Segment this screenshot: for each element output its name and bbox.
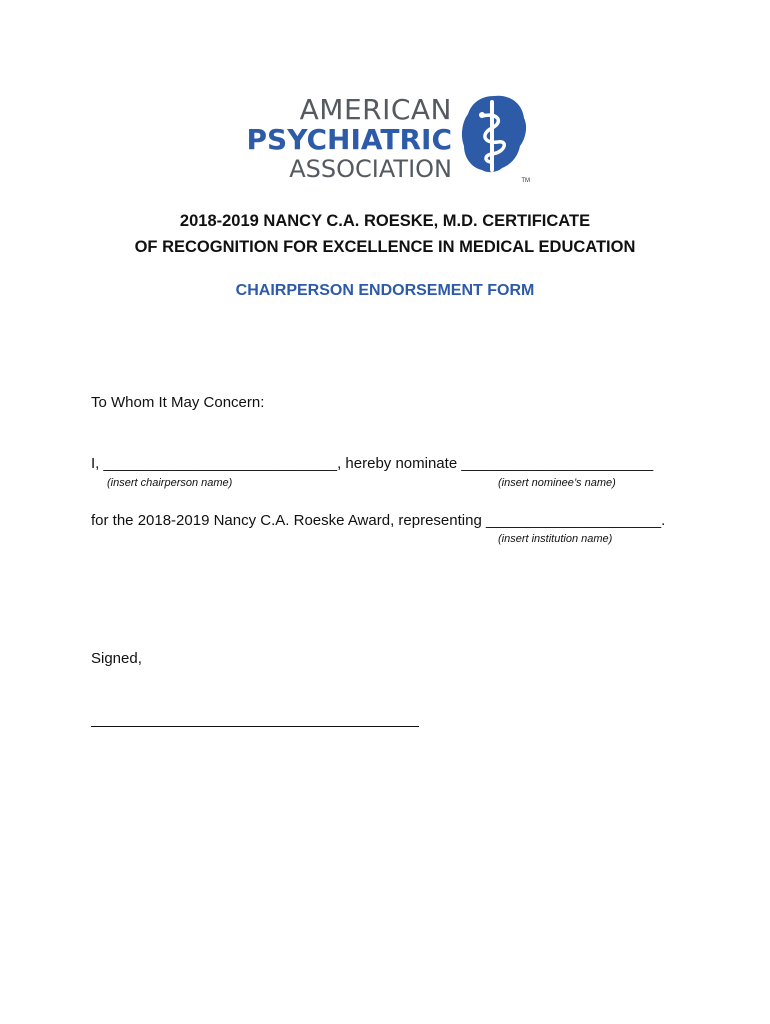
apa-logo [246,92,530,184]
signature-line [91,726,419,727]
signed-label: Signed, [91,650,142,667]
award-line: for the 2018-2019 Nancy C.A. Roeske Award, representing _____________________. [91,512,666,529]
logo-line-association: ASSOCIATION [289,155,452,183]
award-title-line-1: 2018-2019 NANCY C.A. ROESKE, M.D. CERTIFICATE [179,212,591,230]
logo-line-american: AMERICAN [299,93,452,126]
nomination-line: I, ____________________________, hereby nominate _______________________ [91,455,654,472]
logo-wordmark [246,93,453,183]
form-subtitle: CHAIRPERSON ENDORSEMENT FORM [235,282,535,299]
logo-line-psychiatric: PSYCHIATRIC [246,123,452,156]
hint-chairperson-name: (insert chairperson name) [107,477,233,489]
award-title [0,208,770,260]
hint-nominee-name: (insert nominee’s name) [498,477,616,489]
caduceus-brain-icon [458,92,530,184]
hint-institution-name: (insert institution name) [498,533,613,545]
salutation: To Whom It May Concern: [91,394,265,411]
trademark-symbol: TM [521,178,530,184]
award-title-line-2: OF RECOGNITION FOR EXCELLENCE IN MEDICAL EDUCATION [134,238,636,256]
